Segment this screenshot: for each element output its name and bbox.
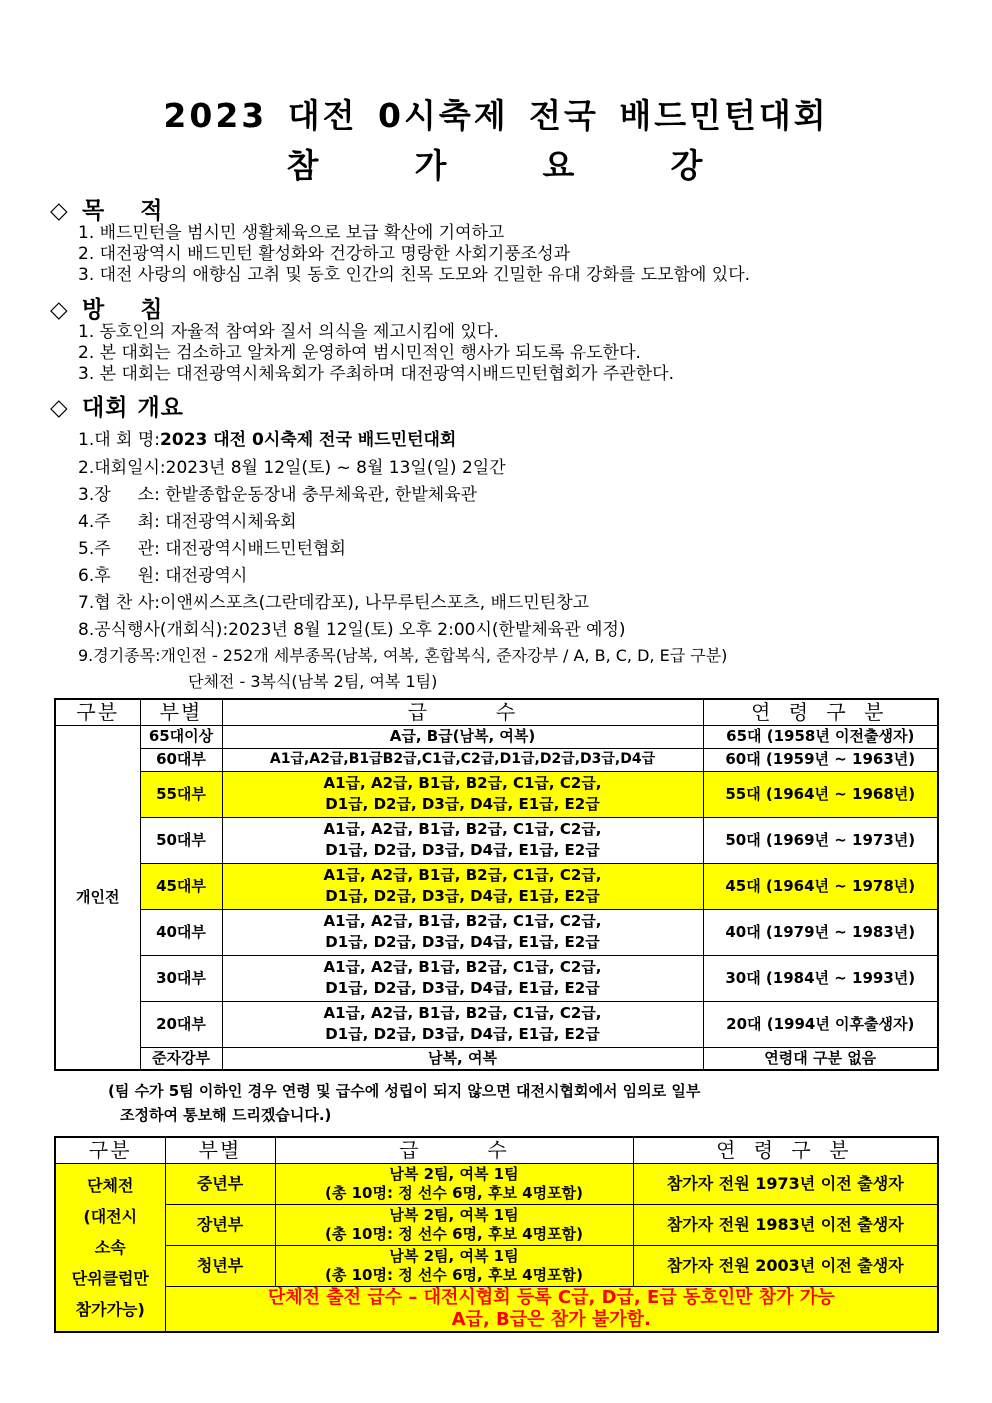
section-title: 대회 개요: [82, 395, 184, 421]
document-subtitle: [0, 140, 992, 187]
grade-line: D1급, D2급, D3급, D4급, E1급, E2급: [325, 979, 600, 997]
age-cell: 참가자 전원 1983년 이전 출생자: [633, 1204, 938, 1245]
overview-value: 한밭종합운동장내 충무체육관, 한밭체육관: [165, 485, 478, 505]
table-row: [55, 1047, 938, 1070]
policy-item: 2. 본 대회는 검소하고 알차게 운영하여 범시민적인 행사가 되도록 유도한다.: [78, 343, 641, 363]
overview-value: 이앤씨스포츠(그란데캄포), 나무루틴스포츠, 배드민틴창고: [160, 593, 590, 613]
header-grade: 급 수: [222, 699, 703, 725]
table-row: [55, 725, 938, 748]
division-cell: 50대부: [140, 817, 222, 863]
section-title: 목 적: [82, 198, 177, 224]
overview-label: 4.주 최:: [78, 512, 166, 532]
age-cell: 65대 (1958년 이전출생자): [703, 725, 938, 748]
grade-cell: [275, 1204, 633, 1245]
grade-cell: [222, 1001, 703, 1047]
age-cell: 50대 (1969년 ~ 1973년): [703, 817, 938, 863]
age-cell: 연령대 구분 없음: [703, 1047, 938, 1070]
overview-label: 5.주 관:: [78, 539, 166, 559]
section-policy-heading: [50, 291, 176, 324]
table-row: [55, 1163, 938, 1204]
group-line: 단체전: [87, 1175, 134, 1195]
overview-value: 2023 대전 0시축제 전국 배드민턴대회: [160, 430, 457, 450]
division-cell: 60대부: [140, 748, 222, 771]
age-cell: 60대 (1959년 ~ 1963년): [703, 748, 938, 771]
diamond-outline-icon: ◇: [50, 297, 69, 323]
age-cell: 30대 (1984년 ~ 1993년): [703, 955, 938, 1001]
note-line: (팀 수가 5팀 이하인 경우 연령 및 급수에 성립이 되지 않으면 대전시협회에서 임의로 일부: [108, 1082, 701, 1100]
grade-line: D1급, D2급, D3급, D4급, E1급, E2급: [325, 887, 600, 905]
header-category: 구분: [55, 1137, 165, 1163]
group-team: [55, 1163, 165, 1332]
diamond-outline-icon: ◇: [50, 395, 69, 421]
table-header-row: [55, 699, 938, 725]
overview-value: 2023년 8월 12일(토) ~ 8월 13일(일) 2일간: [165, 458, 506, 478]
purpose-item: 3. 대전 사랑의 애향심 고취 및 동호 인간의 친목 도모와 긴밀한 유대 강화를 도모함에 있다.: [78, 265, 751, 285]
grade-cell: [275, 1163, 633, 1204]
table-row: [55, 771, 938, 817]
division-cell: 40대부: [140, 909, 222, 955]
overview-value: 단체전 - 3복식(남복 2팀, 여복 1팀): [188, 672, 438, 691]
section-title: 방 침: [82, 297, 177, 323]
division-cell: 20대부: [140, 1001, 222, 1047]
table-row: [55, 1001, 938, 1047]
grade-cell: [222, 909, 703, 955]
division-cell: 중년부: [165, 1163, 275, 1204]
header-age: 연 령 구 분: [703, 699, 938, 725]
table-row: [55, 909, 938, 955]
grade-line: D1급, D2급, D3급, D4급, E1급, E2급: [325, 795, 600, 813]
team-table: [54, 1136, 939, 1333]
overview-item: [78, 643, 727, 666]
header-age: 연 령 구 분: [633, 1137, 938, 1163]
grade-line: 남복 2팀, 여복 1팀: [389, 1246, 519, 1265]
policy-item: 3. 본 대회는 대전광역시체육회가 주최하며 대전광역시배드민턴협회가 주관한다.: [78, 364, 674, 384]
grade-line: A1급, A2급, B1급, B2급, C1급, C2급,: [323, 820, 602, 838]
grade-cell: A급, B급(남복, 여복): [222, 725, 703, 748]
grade-line: A1급, A2급, B1급, B2급, C1급, C2급,: [323, 866, 602, 884]
age-cell: 40대 (1979년 ~ 1983년): [703, 909, 938, 955]
policy-item: 1. 동호인의 자율적 참여와 질서 의식을 제고시킴에 있다.: [78, 322, 499, 342]
grade-line: A1급, A2급, B1급, B2급, C1급, C2급,: [323, 958, 602, 976]
group-line: (대전시: [83, 1206, 138, 1226]
table-row: [55, 863, 938, 909]
age-cell: 참가자 전원 2003년 이전 출생자: [633, 1245, 938, 1286]
table-header-row: [55, 1137, 938, 1163]
table-row: [55, 817, 938, 863]
grade-line: 남복 2팀, 여복 1팀: [389, 1164, 519, 1183]
subtitle-char: 요: [542, 146, 578, 185]
header-division: 부별: [140, 699, 222, 725]
grade-line: D1급, D2급, D3급, D4급, E1급, E2급: [325, 1025, 600, 1043]
warning-line: 단체전 출전 급수 – 대전시협회 등록 C급, D급, E급 동호인만 참가 가능: [267, 1286, 835, 1308]
purpose-item: 1. 배드민턴을 범시민 생활체육으로 보급 확산에 기여하고: [78, 223, 505, 243]
grade-line: A1급, A2급, B1급, B2급, C1급, C2급,: [323, 1004, 602, 1022]
document-title: 2023 대전 0시축제 전국 배드민턴대회: [163, 96, 829, 135]
age-cell: 45대 (1964년 ~ 1978년): [703, 863, 938, 909]
adjustment-note: [108, 1079, 700, 1127]
overview-label: 9.경기종목:: [78, 646, 161, 665]
grade-line: (총 10명: 정 선수 6명, 후보 4명포함): [325, 1265, 583, 1284]
grade-line: A1급, A2급, B1급, B2급, C1급, C2급,: [323, 912, 602, 930]
overview-item: [78, 425, 456, 450]
overview-item: [78, 561, 247, 586]
purpose-item: 2. 대전광역시 배드민턴 활성화와 건강하고 명랑한 사회기풍조성과: [78, 244, 571, 264]
group-line: 단위클럽만: [71, 1268, 149, 1288]
overview-value: 2023년 8월 12일(토) 오후 2:00시(한밭체육관 예정): [228, 620, 626, 640]
overview-item: [78, 507, 297, 532]
group-line: 참가가능): [75, 1299, 145, 1319]
grade-line: D1급, D2급, D3급, D4급, E1급, E2급: [325, 933, 600, 951]
grade-line: (총 10명: 정 선수 6명, 후보 4명포함): [325, 1183, 583, 1202]
section-purpose-heading: [50, 192, 176, 225]
subtitle-char: 가: [414, 146, 450, 185]
grade-cell: [222, 817, 703, 863]
grade-line: 남복 2팀, 여복 1팀: [389, 1205, 519, 1224]
overview-label: 7.협 찬 사:: [78, 593, 161, 613]
team-eligibility-warning: [165, 1286, 938, 1332]
grade-cell: [222, 863, 703, 909]
note-line: 조정하여 통보해 드리겠습니다.): [120, 1106, 332, 1124]
warning-line: A급, B급은 참가 불가함.: [451, 1308, 651, 1330]
division-cell: 45대부: [140, 863, 222, 909]
overview-label: 8.공식행사(개회식):: [78, 620, 229, 640]
age-cell: 20대 (1994년 이후출생자): [703, 1001, 938, 1047]
overview-item: [78, 480, 477, 505]
grade-cell: [275, 1245, 633, 1286]
subtitle-char: 참: [286, 146, 322, 185]
grade-line: A1급, A2급, B1급, B2급, C1급, C2급,: [323, 774, 602, 792]
overview-label: 1.대 회 명:: [78, 430, 161, 450]
grade-cell: 남복, 여복: [222, 1047, 703, 1070]
group-line: 소속: [94, 1237, 126, 1257]
group-individual: 개인전: [55, 725, 140, 1070]
overview-value: 대전광역시체육회: [165, 512, 297, 532]
diamond-outline-icon: ◇: [50, 198, 69, 224]
age-cell: 55대 (1964년 ~ 1968년): [703, 771, 938, 817]
grade-line: D1급, D2급, D3급, D4급, E1급, E2급: [325, 841, 600, 859]
overview-label: 6.후 원:: [78, 566, 166, 586]
table-row: [55, 1245, 938, 1286]
overview-item: [78, 588, 589, 613]
header-category: 구분: [55, 699, 140, 725]
overview-item: [78, 453, 506, 478]
division-cell: 준자강부: [140, 1047, 222, 1070]
division-cell: 청년부: [165, 1245, 275, 1286]
section-overview-heading: [50, 389, 184, 422]
overview-value: 대전광역시: [165, 566, 248, 586]
grade-cell: A1급,A2급,B1급B2급,C1급,C2급,D1급,D2급,D3급,D4급: [222, 748, 703, 771]
overview-value: 개인전 - 252개 세부종목(남복, 여복, 혼합복식, 준자강부 / A, B, C, D, E급 구분): [160, 646, 728, 665]
individual-table: [54, 698, 939, 1071]
division-cell: 장년부: [165, 1204, 275, 1245]
table-row: [55, 748, 938, 771]
grade-cell: [222, 955, 703, 1001]
table-row: [55, 1286, 938, 1332]
age-cell: 참가자 전원 1973년 이전 출생자: [633, 1163, 938, 1204]
division-cell: 65대이상: [140, 725, 222, 748]
overview-label: 2.대회일시:: [78, 458, 166, 478]
overview-value: 대전광역시배드민턴협회: [165, 539, 346, 559]
overview-label: 3.장 소:: [78, 485, 166, 505]
grade-cell: [222, 771, 703, 817]
division-cell: 30대부: [140, 955, 222, 1001]
table-row: [55, 955, 938, 1001]
grade-line: (총 10명: 정 선수 6명, 후보 4명포함): [325, 1224, 583, 1243]
overview-item: [78, 615, 626, 640]
overview-item: [78, 534, 346, 559]
header-grade: 급 수: [275, 1137, 633, 1163]
division-cell: 55대부: [140, 771, 222, 817]
header-division: 부별: [165, 1137, 275, 1163]
table-row: [55, 1204, 938, 1245]
overview-item: [188, 669, 437, 692]
subtitle-char: 강: [670, 146, 706, 185]
